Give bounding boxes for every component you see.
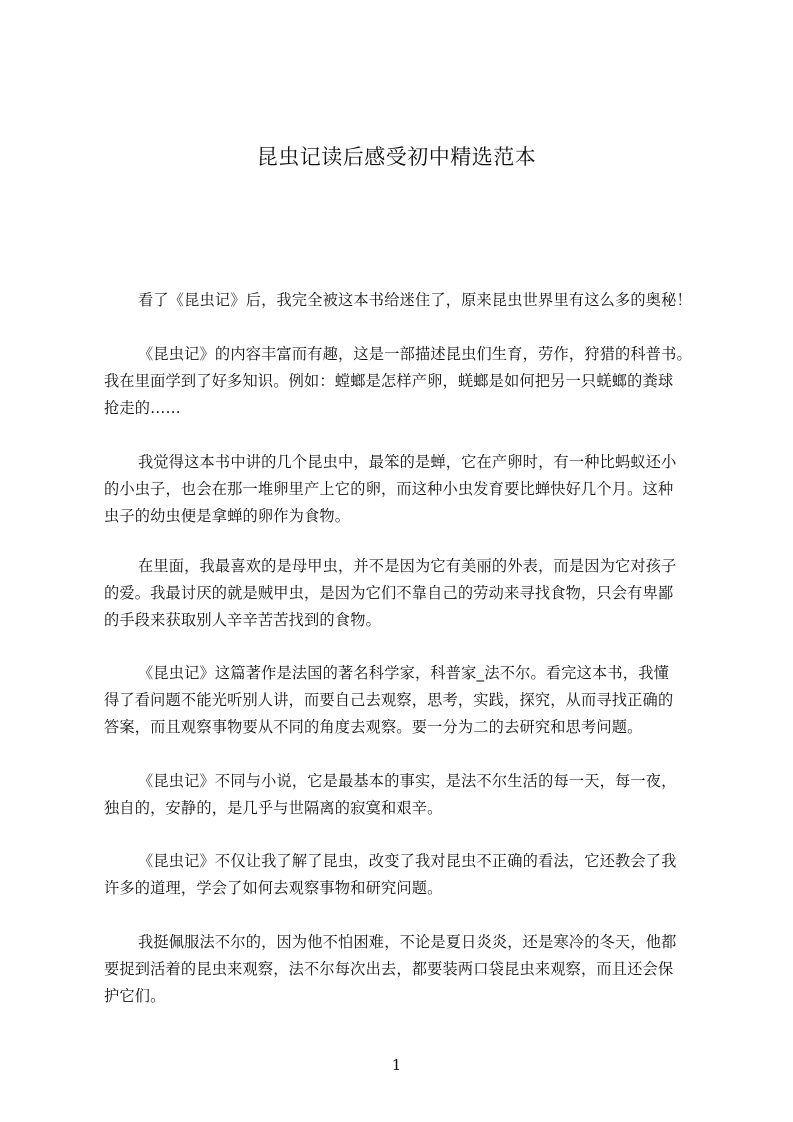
paragraph-5-line-1: 《昆虫记》这篇著作是法国的著名科学家，科普家_法不尔。看完这本书，我懂: [138, 664, 669, 682]
paragraph-8-line-3: 护它们。: [104, 987, 166, 1005]
paragraph-3-line-3: 虫子的幼虫便是拿蝉的卵作为食物。: [104, 507, 351, 525]
paragraph-4-line-2: 的爱。我最讨厌的就是贼甲虫，是因为它们不靠自己的劳动来寻找食物，只会有卑鄙: [104, 584, 674, 602]
paragraph-6-line-1: 《昆虫记》不同与小说，它是最基本的事实，是法不尔生活的每一天，每一夜，: [138, 772, 677, 790]
paragraph-5-line-2: 得了看问题不能光听别人讲，而要自己去观察，思考，实践，探究，从而寻找正确的: [104, 691, 674, 709]
paragraph-7-line-2: 许多的道理，学会了如何去观察事物和研究问题。: [104, 879, 443, 897]
document-title: 昆虫记读后感受初中精选范本: [256, 145, 537, 169]
page-number: 1: [391, 1056, 402, 1074]
paragraph-1-line-1: 看了《昆虫记》后，我完全被这本书给迷住了，原来昆虫世界里有这么多的奥秘！: [138, 291, 692, 309]
paragraph-3-line-2: 的小虫子，也会在那一堆卵里产上它的卵，而这种小虫发育要比蝉快好几个月。这种: [104, 480, 674, 498]
paragraph-8-line-2: 要捉到活着的昆虫来观察，法不尔每次出去，都要装两口袋昆虫来观察，而且还会保: [104, 960, 674, 978]
paragraph-5-line-3: 答案，而且观察事物要从不同的角度去观察。要一分为二的去研究和思考问题。: [104, 718, 643, 736]
paragraph-6-line-2: 独自的，安静的，是几乎与世隔离的寂寞和艰辛。: [104, 799, 443, 817]
paragraph-7-line-1: 《昆虫记》不仅让我了解了昆虫，改变了我对昆虫不正确的看法，它还教会了我: [138, 852, 677, 870]
paragraph-2-line-3: 抢走的……: [104, 399, 181, 417]
paragraph-2-line-1: 《昆虫记》的内容丰富而有趣，这是一部描述昆虫们生育，劳作，狩猎的科普书。: [138, 345, 692, 363]
paragraph-4-line-3: 的手段来获取别人辛辛苦苦找到的食物。: [104, 611, 381, 629]
paragraph-3-line-1: 我觉得这本书中讲的几个昆虫中，最笨的是蝉，它在产卵时，有一种比蚂蚁还小: [138, 453, 677, 471]
paragraph-2-line-2: 我在里面学到了好多知识。例如：螳螂是怎样产卵，蜣螂是如何把另一只蜣螂的粪球: [104, 372, 674, 390]
paragraph-4-line-1: 在里面，我最喜欢的是母甲虫，并不是因为它有美丽的外表，而是因为它对孩子: [138, 557, 677, 575]
paragraph-8-line-1: 我挺佩服法不尔的，因为他不怕困难，不论是夏日炎炎，还是寒冷的冬天，他都: [138, 933, 677, 951]
